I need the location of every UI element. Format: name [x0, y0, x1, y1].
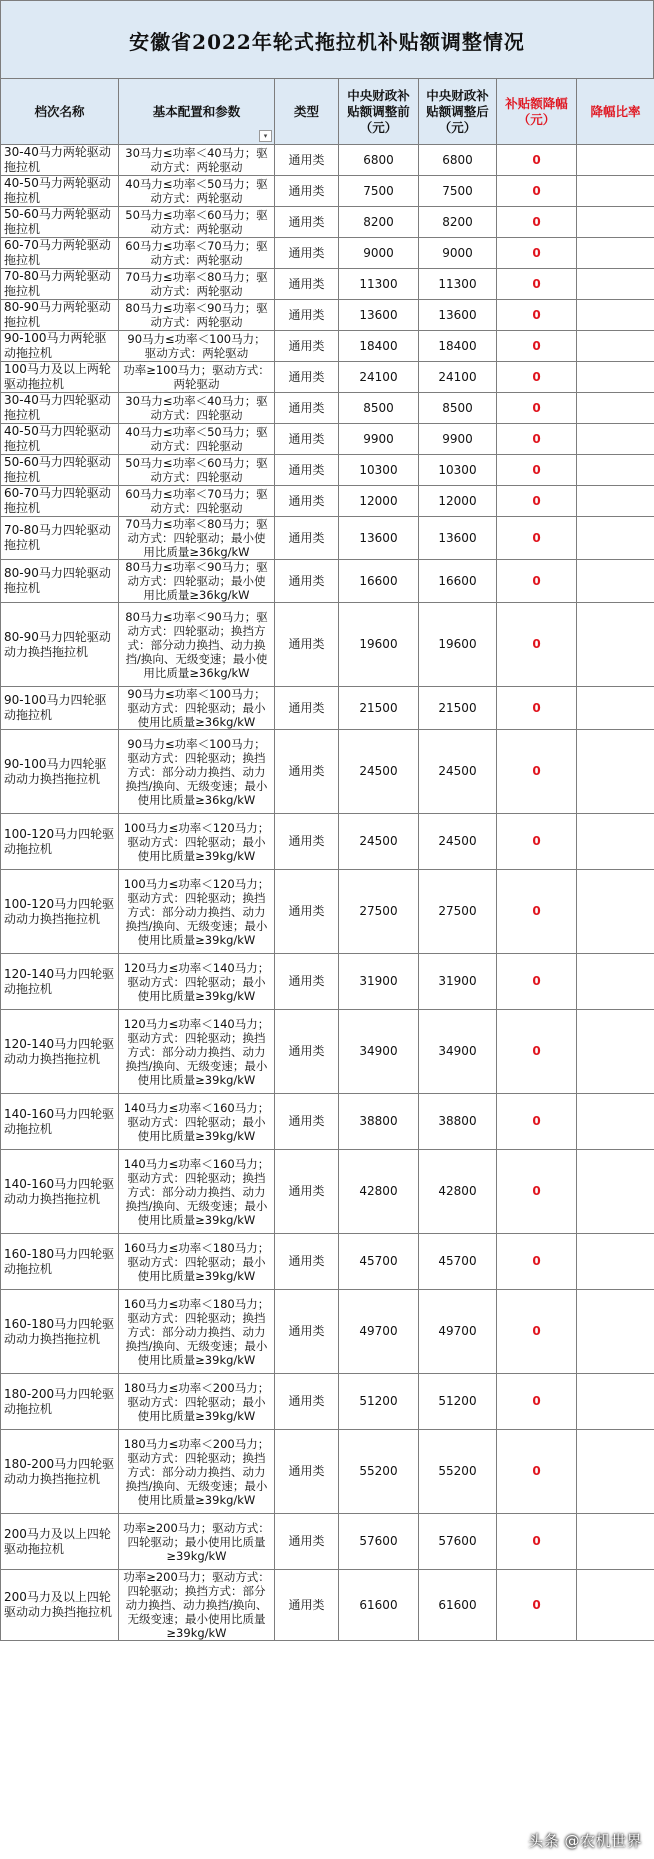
row-drop-amount: 0: [497, 1514, 577, 1570]
row-config: 100马力≤功率＜120马力；驱动方式：四轮驱动；换挡方式：部分动力换挡、动力换挡/换向、无级变速；最小使用比质量≥39kg/kW: [119, 870, 275, 954]
row-config: 70马力≤功率＜80马力；驱动方式：四轮驱动；最小使用比质量≥36kg/kW: [119, 517, 275, 560]
row-config: 50马力≤功率＜60马力；驱动方式：两轮驱动: [119, 207, 275, 238]
row-tier-name: 90-100马力四轮驱动拖拉机: [1, 687, 119, 730]
row-tier-name: 60-70马力两轮驱动拖拉机: [1, 238, 119, 269]
row-before-amount: 24500: [339, 730, 419, 814]
row-type: 通用类: [275, 954, 339, 1010]
table-row: [1, 1010, 654, 1094]
row-drop-ratio: [577, 730, 654, 814]
row-drop-amount: 0: [497, 1150, 577, 1234]
row-type: 通用类: [275, 300, 339, 331]
row-type: 通用类: [275, 455, 339, 486]
row-type: 通用类: [275, 424, 339, 455]
table-row: [1, 1150, 654, 1234]
row-before-amount: 8500: [339, 393, 419, 424]
row-drop-ratio: [577, 560, 654, 603]
row-drop-ratio: [577, 300, 654, 331]
row-drop-ratio: [577, 455, 654, 486]
row-config: 60马力≤功率＜70马力；驱动方式：两轮驱动: [119, 238, 275, 269]
row-before-amount: 16600: [339, 560, 419, 603]
row-drop-amount: 0: [497, 207, 577, 238]
table-row: [1, 870, 654, 954]
row-before-amount: 10300: [339, 455, 419, 486]
row-drop-ratio: [577, 870, 654, 954]
row-tier-name: 120-140马力四轮驱动拖拉机: [1, 954, 119, 1010]
table-row: [1, 455, 654, 486]
row-drop-amount: 0: [497, 1374, 577, 1430]
row-config: 80马力≤功率＜90马力；驱动方式：两轮驱动: [119, 300, 275, 331]
row-drop-ratio: [577, 603, 654, 687]
row-after-amount: 24100: [419, 362, 497, 393]
row-drop-ratio: [577, 424, 654, 455]
row-config: 160马力≤功率＜180马力；驱动方式：四轮驱动；换挡方式：部分动力换挡、动力换挡/换向、无级变速；最小使用比质量≥39kg/kW: [119, 1290, 275, 1374]
row-after-amount: 6800: [419, 145, 497, 176]
row-drop-amount: 0: [497, 486, 577, 517]
row-tier-name: 30-40马力四轮驱动拖拉机: [1, 393, 119, 424]
row-config: 180马力≤功率＜200马力；驱动方式：四轮驱动；换挡方式：部分动力换挡、动力换挡/换向、无级变速；最小使用比质量≥39kg/kW: [119, 1430, 275, 1514]
filter-dropdown-icon[interactable]: ▾: [259, 130, 272, 142]
row-tier-name: 70-80马力两轮驱动拖拉机: [1, 269, 119, 300]
row-type: 通用类: [275, 1374, 339, 1430]
row-after-amount: 31900: [419, 954, 497, 1010]
row-drop-amount: 0: [497, 300, 577, 331]
row-drop-amount: 0: [497, 424, 577, 455]
table-row: [1, 393, 654, 424]
row-drop-amount: 0: [497, 517, 577, 560]
row-tier-name: 80-90马力四轮驱动拖拉机: [1, 560, 119, 603]
watermark: 头条 @农机世界: [528, 1832, 642, 1850]
row-before-amount: 12000: [339, 486, 419, 517]
row-after-amount: 12000: [419, 486, 497, 517]
table-row: [1, 486, 654, 517]
row-before-amount: 18400: [339, 331, 419, 362]
header-after: 中央财政补贴额调整后（元）: [419, 79, 497, 145]
row-before-amount: 34900: [339, 1010, 419, 1094]
row-drop-amount: 0: [497, 393, 577, 424]
table-row: [1, 424, 654, 455]
table-row: [1, 1094, 654, 1150]
table-row: [1, 603, 654, 687]
row-config: 功率≥200马力；驱动方式：四轮驱动；换挡方式：部分动力换挡、动力换挡/换向、无级变速；最小使用比质量≥39kg/kW: [119, 1570, 275, 1641]
row-type: 通用类: [275, 730, 339, 814]
row-type: 通用类: [275, 560, 339, 603]
row-config: 180马力≤功率＜200马力；驱动方式：四轮驱动；最小使用比质量≥39kg/kW: [119, 1374, 275, 1430]
table-row: [1, 331, 654, 362]
row-tier-name: 120-140马力四轮驱动动力换挡拖拉机: [1, 1010, 119, 1094]
row-drop-ratio: [577, 176, 654, 207]
row-drop-amount: 0: [497, 1094, 577, 1150]
row-type: 通用类: [275, 814, 339, 870]
row-drop-amount: 0: [497, 1430, 577, 1514]
page-title: 安徽省2022年轮式拖拉机补贴额调整情况: [0, 0, 654, 80]
row-before-amount: 24100: [339, 362, 419, 393]
row-after-amount: 13600: [419, 300, 497, 331]
row-type: 通用类: [275, 687, 339, 730]
row-after-amount: 51200: [419, 1374, 497, 1430]
row-drop-amount: 0: [497, 1010, 577, 1094]
table-row: [1, 687, 654, 730]
subsidy-table: [0, 78, 654, 1641]
row-tier-name: 80-90马力四轮驱动动力换挡拖拉机: [1, 603, 119, 687]
row-before-amount: 24500: [339, 814, 419, 870]
row-tier-name: 40-50马力四轮驱动拖拉机: [1, 424, 119, 455]
row-after-amount: 57600: [419, 1514, 497, 1570]
row-after-amount: 8200: [419, 207, 497, 238]
row-config: 160马力≤功率＜180马力；驱动方式：四轮驱动；最小使用比质量≥39kg/kW: [119, 1234, 275, 1290]
row-type: 通用类: [275, 1234, 339, 1290]
table-row: [1, 1374, 654, 1430]
row-before-amount: 27500: [339, 870, 419, 954]
row-config: 70马力≤功率＜80马力；驱动方式：两轮驱动: [119, 269, 275, 300]
row-before-amount: 8200: [339, 207, 419, 238]
row-drop-ratio: [577, 362, 654, 393]
row-after-amount: 9900: [419, 424, 497, 455]
row-type: 通用类: [275, 145, 339, 176]
row-config: 40马力≤功率＜50马力；驱动方式：四轮驱动: [119, 424, 275, 455]
row-type: 通用类: [275, 1570, 339, 1641]
row-after-amount: 11300: [419, 269, 497, 300]
row-type: 通用类: [275, 486, 339, 517]
header-before: 中央财政补贴额调整前（元）: [339, 79, 419, 145]
row-drop-amount: 0: [497, 954, 577, 1010]
row-config: 90马力≤功率＜100马力；驱动方式：四轮驱动；最小使用比质量≥36kg/kW: [119, 687, 275, 730]
row-drop-ratio: [577, 207, 654, 238]
row-config: 140马力≤功率＜160马力；驱动方式：四轮驱动；换挡方式：部分动力换挡、动力换挡/换向、无级变速；最小使用比质量≥39kg/kW: [119, 1150, 275, 1234]
row-drop-ratio: [577, 331, 654, 362]
row-before-amount: 9900: [339, 424, 419, 455]
row-after-amount: 27500: [419, 870, 497, 954]
row-config: 30马力≤功率＜40马力；驱动方式：两轮驱动: [119, 145, 275, 176]
row-type: 通用类: [275, 1290, 339, 1374]
row-after-amount: 24500: [419, 730, 497, 814]
row-before-amount: 13600: [339, 517, 419, 560]
row-tier-name: 50-60马力四轮驱动拖拉机: [1, 455, 119, 486]
table-row: [1, 560, 654, 603]
row-tier-name: 180-200马力四轮驱动拖拉机: [1, 1374, 119, 1430]
header-config[interactable]: [119, 79, 275, 145]
row-before-amount: 55200: [339, 1430, 419, 1514]
row-drop-amount: 0: [497, 176, 577, 207]
row-drop-ratio: [577, 269, 654, 300]
table-row: [1, 1234, 654, 1290]
row-drop-ratio: [577, 1514, 654, 1570]
row-type: 通用类: [275, 331, 339, 362]
table-row: [1, 300, 654, 331]
table-row: [1, 207, 654, 238]
row-drop-amount: 0: [497, 1570, 577, 1641]
row-drop-amount: 0: [497, 730, 577, 814]
row-after-amount: 13600: [419, 517, 497, 560]
row-drop-amount: 0: [497, 362, 577, 393]
row-drop-ratio: [577, 393, 654, 424]
row-drop-ratio: [577, 954, 654, 1010]
row-before-amount: 57600: [339, 1514, 419, 1570]
table-row: [1, 362, 654, 393]
row-drop-ratio: [577, 1094, 654, 1150]
table-row: [1, 814, 654, 870]
row-drop-amount: 0: [497, 238, 577, 269]
table-row: [1, 730, 654, 814]
row-config: 140马力≤功率＜160马力；驱动方式：四轮驱动；最小使用比质量≥39kg/kW: [119, 1094, 275, 1150]
row-drop-ratio: [577, 1150, 654, 1234]
row-tier-name: 90-100马力两轮驱动拖拉机: [1, 331, 119, 362]
row-after-amount: 9000: [419, 238, 497, 269]
row-before-amount: 6800: [339, 145, 419, 176]
row-config: 40马力≤功率＜50马力；驱动方式：两轮驱动: [119, 176, 275, 207]
row-tier-name: 50-60马力两轮驱动拖拉机: [1, 207, 119, 238]
row-before-amount: 21500: [339, 687, 419, 730]
table-row: [1, 1570, 654, 1641]
row-drop-amount: 0: [497, 331, 577, 362]
row-config: 80马力≤功率＜90马力；驱动方式：四轮驱动；换挡方式：部分动力换挡、动力换挡/换向、无级变速；最小使用比质量≥36kg/kW: [119, 603, 275, 687]
row-tier-name: 180-200马力四轮驱动动力换挡拖拉机: [1, 1430, 119, 1514]
header-ratio: 降幅比率: [577, 79, 654, 145]
row-before-amount: 61600: [339, 1570, 419, 1641]
row-config: 90马力≤功率＜100马力；驱动方式：两轮驱动: [119, 331, 275, 362]
row-drop-amount: 0: [497, 145, 577, 176]
row-tier-name: 100-120马力四轮驱动拖拉机: [1, 814, 119, 870]
row-type: 通用类: [275, 393, 339, 424]
table-row: [1, 1290, 654, 1374]
row-before-amount: 51200: [339, 1374, 419, 1430]
row-tier-name: 60-70马力四轮驱动拖拉机: [1, 486, 119, 517]
row-after-amount: 38800: [419, 1094, 497, 1150]
row-after-amount: 42800: [419, 1150, 497, 1234]
row-tier-name: 40-50马力两轮驱动拖拉机: [1, 176, 119, 207]
row-type: 通用类: [275, 1094, 339, 1150]
row-after-amount: 19600: [419, 603, 497, 687]
row-type: 通用类: [275, 176, 339, 207]
row-after-amount: 45700: [419, 1234, 497, 1290]
table-row: [1, 1430, 654, 1514]
row-drop-ratio: [577, 1570, 654, 1641]
row-after-amount: 34900: [419, 1010, 497, 1094]
row-drop-ratio: [577, 1430, 654, 1514]
row-type: 通用类: [275, 603, 339, 687]
table-row: [1, 954, 654, 1010]
row-type: 通用类: [275, 1010, 339, 1094]
row-after-amount: 61600: [419, 1570, 497, 1641]
row-before-amount: 31900: [339, 954, 419, 1010]
header-row: [1, 79, 654, 145]
table-row: [1, 269, 654, 300]
row-config: 120马力≤功率＜140马力；驱动方式：四轮驱动；换挡方式：部分动力换挡、动力换挡/换向、无级变速；最小使用比质量≥39kg/kW: [119, 1010, 275, 1094]
row-type: 通用类: [275, 207, 339, 238]
row-before-amount: 9000: [339, 238, 419, 269]
row-tier-name: 140-160马力四轮驱动动力换挡拖拉机: [1, 1150, 119, 1234]
row-after-amount: 7500: [419, 176, 497, 207]
table-row: [1, 1514, 654, 1570]
row-tier-name: 70-80马力四轮驱动拖拉机: [1, 517, 119, 560]
row-after-amount: 10300: [419, 455, 497, 486]
table-row: [1, 176, 654, 207]
table-row: [1, 517, 654, 560]
header-config-label: 基本配置和参数: [152, 103, 241, 119]
row-config: 60马力≤功率＜70马力；驱动方式：四轮驱动: [119, 486, 275, 517]
row-drop-ratio: [577, 238, 654, 269]
row-tier-name: 140-160马力四轮驱动拖拉机: [1, 1094, 119, 1150]
row-type: 通用类: [275, 362, 339, 393]
row-before-amount: 42800: [339, 1150, 419, 1234]
row-drop-ratio: [577, 814, 654, 870]
row-tier-name: 200马力及以上四轮驱动拖拉机: [1, 1514, 119, 1570]
row-drop-amount: 0: [497, 687, 577, 730]
row-drop-amount: 0: [497, 269, 577, 300]
row-drop-amount: 0: [497, 1234, 577, 1290]
row-config: 50马力≤功率＜60马力；驱动方式：四轮驱动: [119, 455, 275, 486]
row-after-amount: 55200: [419, 1430, 497, 1514]
row-drop-ratio: [577, 517, 654, 560]
row-before-amount: 13600: [339, 300, 419, 331]
row-before-amount: 7500: [339, 176, 419, 207]
row-type: 通用类: [275, 269, 339, 300]
table-row: [1, 145, 654, 176]
row-before-amount: 45700: [339, 1234, 419, 1290]
row-drop-amount: 0: [497, 870, 577, 954]
row-drop-amount: 0: [497, 560, 577, 603]
row-type: 通用类: [275, 1150, 339, 1234]
row-drop-amount: 0: [497, 1290, 577, 1374]
row-after-amount: 24500: [419, 814, 497, 870]
row-type: 通用类: [275, 1514, 339, 1570]
row-tier-name: 100马力及以上两轮驱动拖拉机: [1, 362, 119, 393]
header-type: 类型: [275, 79, 339, 145]
row-tier-name: 80-90马力两轮驱动拖拉机: [1, 300, 119, 331]
row-after-amount: 18400: [419, 331, 497, 362]
row-before-amount: 49700: [339, 1290, 419, 1374]
row-drop-ratio: [577, 1290, 654, 1374]
header-tier-name: 档次名称: [1, 79, 119, 145]
row-before-amount: 11300: [339, 269, 419, 300]
row-tier-name: 160-180马力四轮驱动动力换挡拖拉机: [1, 1290, 119, 1374]
row-tier-name: 200马力及以上四轮驱动动力换挡拖拉机: [1, 1570, 119, 1641]
table-body: [1, 145, 654, 1641]
row-config: 120马力≤功率＜140马力；驱动方式：四轮驱动；最小使用比质量≥39kg/kW: [119, 954, 275, 1010]
row-before-amount: 38800: [339, 1094, 419, 1150]
row-tier-name: 30-40马力两轮驱动拖拉机: [1, 145, 119, 176]
row-drop-amount: 0: [497, 603, 577, 687]
row-type: 通用类: [275, 517, 339, 560]
row-config: 80马力≤功率＜90马力；驱动方式：四轮驱动；最小使用比质量≥36kg/kW: [119, 560, 275, 603]
row-tier-name: 160-180马力四轮驱动拖拉机: [1, 1234, 119, 1290]
row-config: 功率≥200马力；驱动方式：四轮驱动；最小使用比质量≥39kg/kW: [119, 1514, 275, 1570]
row-after-amount: 16600: [419, 560, 497, 603]
row-after-amount: 21500: [419, 687, 497, 730]
row-type: 通用类: [275, 238, 339, 269]
row-drop-ratio: [577, 1374, 654, 1430]
row-config: 90马力≤功率＜100马力；驱动方式：四轮驱动；换挡方式：部分动力换挡、动力换挡/换向、无级变速；最小使用比质量≥36kg/kW: [119, 730, 275, 814]
row-config: 100马力≤功率＜120马力；驱动方式：四轮驱动；最小使用比质量≥39kg/kW: [119, 814, 275, 870]
row-drop-amount: 0: [497, 455, 577, 486]
row-drop-ratio: [577, 486, 654, 517]
row-config: 30马力≤功率＜40马力；驱动方式：四轮驱动: [119, 393, 275, 424]
row-config: 功率≥100马力；驱动方式：两轮驱动: [119, 362, 275, 393]
row-drop-amount: 0: [497, 814, 577, 870]
table-row: [1, 238, 654, 269]
row-tier-name: 100-120马力四轮驱动动力换挡拖拉机: [1, 870, 119, 954]
row-tier-name: 90-100马力四轮驱动动力换挡拖拉机: [1, 730, 119, 814]
row-before-amount: 19600: [339, 603, 419, 687]
row-drop-ratio: [577, 145, 654, 176]
row-after-amount: 49700: [419, 1290, 497, 1374]
row-drop-ratio: [577, 687, 654, 730]
row-drop-ratio: [577, 1010, 654, 1094]
row-type: 通用类: [275, 1430, 339, 1514]
row-type: 通用类: [275, 870, 339, 954]
row-after-amount: 8500: [419, 393, 497, 424]
header-drop: 补贴额降幅（元）: [497, 79, 577, 145]
row-drop-ratio: [577, 1234, 654, 1290]
